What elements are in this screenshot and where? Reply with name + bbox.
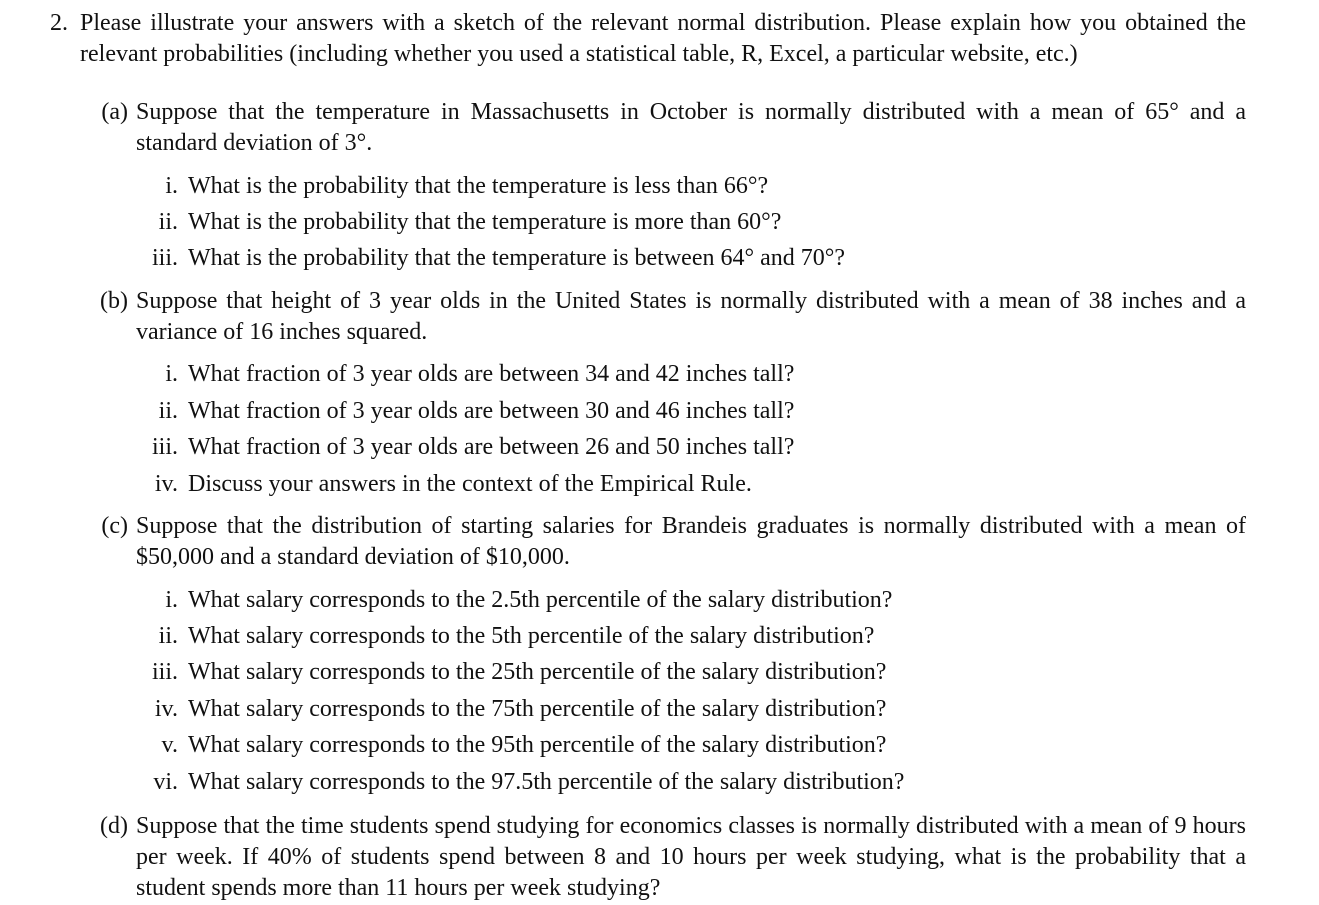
part-b-text: Suppose that height of 3 year olds in the United States is normally distributed with a mean of 38 inches and a variance of 16 inches squared. — [136, 288, 1246, 345]
part-c-item-label: iii. — [151, 659, 178, 685]
part-c-text: Suppose that the distribution of starting salaries for Brandeis graduates is normally distributed with a mean of $50,000 and a standard deviation of $10,000. — [136, 513, 1246, 570]
part-b-item-text: What fraction of 3 year olds are between 26 and 50 inches tall? — [188, 434, 795, 460]
part-b-item-label: i. — [165, 361, 178, 387]
part-b-item-label: ii. — [158, 398, 178, 424]
problem-intro: Please illustrate your answers with a sketch of the relevant normal distribution. Please explain how you obtained the relevant probabilities (including whether you used a statistical table, R, Excel, a particular website, etc.) — [80, 10, 1246, 67]
part-c-item-text: What salary corresponds to the 75th percentile of the salary distribution? — [188, 696, 887, 722]
part-c-item-text: What salary corresponds to the 5th percentile of the salary distribution? — [188, 623, 875, 649]
part-a-item-label: ii. — [158, 209, 178, 235]
part-a-item-text: What is the probability that the temperature is between 64° and 70°? — [188, 245, 845, 271]
part-c-item-label: iv. — [154, 696, 178, 722]
part-c-item-label: vi. — [153, 769, 178, 795]
part-b-label: (b) — [100, 288, 128, 314]
part-a-item-label: iii. — [151, 245, 178, 271]
part-a-item-text: What is the probability that the temperature is less than 66°? — [188, 173, 769, 199]
part-a-item-label: i. — [165, 173, 178, 199]
part-b-item-text: What fraction of 3 year olds are between 30 and 46 inches tall? — [188, 398, 795, 424]
part-b-item-label: iii. — [151, 434, 178, 460]
part-a-text: Suppose that the temperature in Massachusetts in October is normally distributed with a mean of 65° and a standard deviation of 3°. — [136, 99, 1246, 156]
part-c-item-label: i. — [165, 587, 178, 613]
part-a-item-text: What is the probability that the temperature is more than 60°? — [188, 209, 782, 235]
part-d-text: Suppose that the time students spend studying for economics classes is normally distributed with a mean of 9 hours per week. If 40% of students spend between 8 and 10 hours per week studying, what is the probability that a student spends more than 11 hours per week studying? — [136, 813, 1246, 901]
part-c-item-text: What salary corresponds to the 2.5th percentile of the salary distribution? — [188, 587, 893, 613]
part-a-label: (a) — [101, 99, 128, 125]
part-c-item-label: ii. — [158, 623, 178, 649]
part-b-item-text: What fraction of 3 year olds are between 34 and 42 inches tall? — [188, 361, 795, 387]
part-c-item-text: What salary corresponds to the 95th percentile of the salary distribution? — [188, 732, 887, 758]
part-d-label: (d) — [100, 813, 128, 839]
part-b-item-text: Discuss your answers in the context of the Empirical Rule. — [188, 471, 752, 497]
part-c-item-label: v. — [161, 732, 178, 758]
part-c-item-text: What salary corresponds to the 97.5th percentile of the salary distribution? — [188, 769, 905, 795]
part-c-label: (c) — [101, 513, 128, 539]
part-b-item-label: iv. — [154, 471, 178, 497]
part-c-item-text: What salary corresponds to the 25th percentile of the salary distribution? — [188, 659, 887, 685]
problem-number: 2. — [50, 10, 68, 36]
